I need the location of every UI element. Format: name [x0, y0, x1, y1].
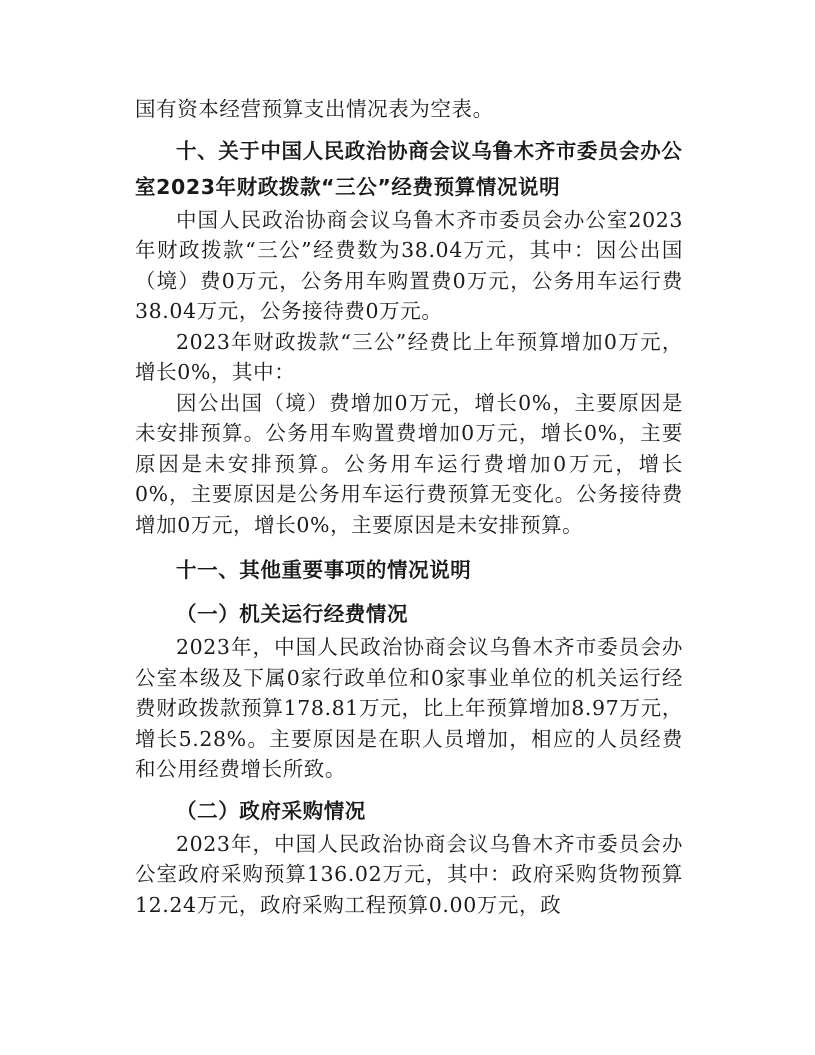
document-body — [135, 94, 683, 920]
paragraph-state-capital-note: 国有资本经营预算支出情况表为空表。 — [135, 97, 494, 121]
paragraph-operating-expenses: 2023年，中国人民政治协商会议乌鲁木齐市委员会办公室本级及下属0家行政单位和0家事业单位的机关运行经费财政拨款预算178.81万元，比上年预算增加8.97万元，增长5.28%。主要原因是在职人员增加，相应的人员经费和公用经费增长所致。 — [135, 635, 683, 781]
subsection-heading-1: （一）机关运行经费情况 — [176, 602, 409, 626]
paragraph-government-procurement: 2023年，中国人民政治协商会议乌鲁木齐市委员会办公室政府采购预算136.02万元，其中：政府采购货物预算12.24万元，政府采购工程预算0.00万元，政 — [135, 831, 683, 917]
section-heading-11: 十一、其他重要事项的情况说明 — [176, 558, 472, 582]
subsection-heading-2: （二）政府采购情况 — [176, 798, 366, 823]
section-heading-10: 十、关于中国人民政治协商会议乌鲁木齐市委员会办公室2023年财政拨款“三公”经费预算情况说明 — [135, 138, 683, 199]
paragraph-three-public-reasons: 因公出国（境）费增加0万元，增长0%，主要原因是未安排预算。公务用车购置费增加0万元，增长0%，主要原因是未安排预算。公务用车运行费增加0万元，增长0%，主要原因是公务用车运行费预算无变化。公务接待费增加0万元，增长0%，主要原因是未安排预算。 — [135, 390, 683, 537]
paragraph-three-public-change: 2023年财政拨款“三公”经费比上年预算增加0万元，增长0%，其中： — [135, 329, 683, 384]
paragraph-three-public-total: 中国人民政治协商会议乌鲁木齐市委员会办公室2023年财政拨款“三公”经费数为38.04万元，其中：因公出国（境）费0万元，公务用车购置费0万元，公务用车运行费38.04万元，公务接待费0万元。 — [135, 207, 683, 323]
